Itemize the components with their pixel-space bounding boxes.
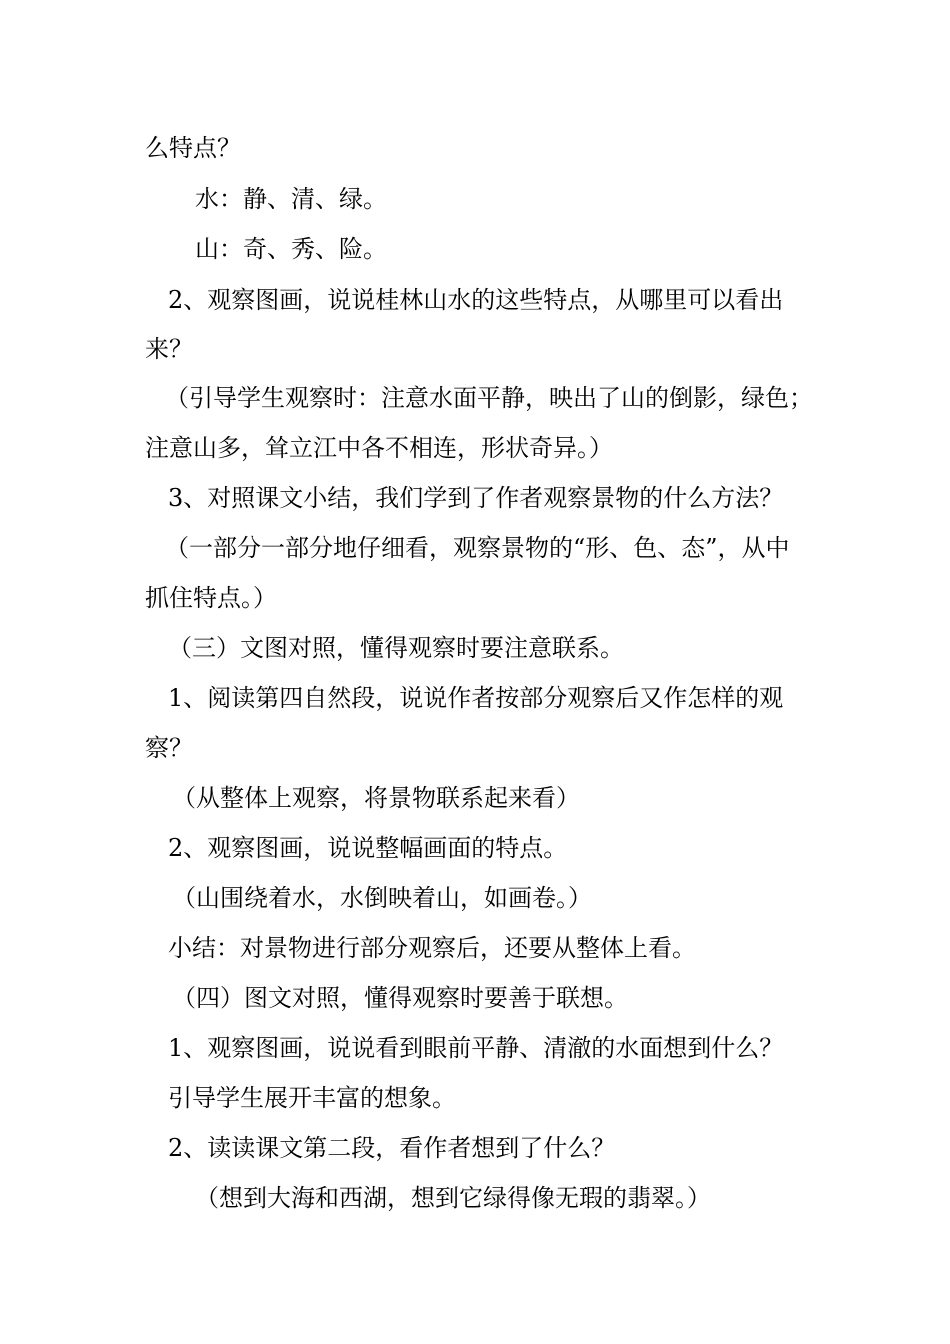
text-line: （一部分一部分地仔细看，观察景物的“形、色、态”，从中 [165, 534, 790, 562]
text-line: 么特点？ [145, 134, 241, 162]
text-line: 来？ [145, 335, 193, 363]
text-line: 1、阅读第四自然段，说说作者按部分观察后又作怎样的观 [168, 684, 784, 712]
text-line: 1、观察图画，说说看到眼前平静、清澈的水面想到什么？ [168, 1034, 784, 1062]
text-line: 水：静、清、绿。 [195, 185, 387, 213]
text-line: 引导学生展开丰富的想象。 [168, 1084, 456, 1112]
text-line: 2、观察图画，说说整幅画面的特点。 [168, 834, 568, 862]
text-line: （从整体上观察，将景物联系起来看） [172, 784, 580, 812]
section-heading: （三）文图对照，懂得观察时要注意联系。 [168, 634, 624, 662]
text-line: 3、对照课文小结，我们学到了作者观察景物的什么方法？ [168, 484, 784, 512]
text-line: （引导学生观察时：注意水面平静，映出了山的倒影，绿色； [165, 384, 813, 412]
text-line: 2、观察图画，说说桂林山水的这些特点，从哪里可以看出 [168, 286, 784, 314]
section-heading: （四）图文对照，懂得观察时要善于联想。 [172, 984, 628, 1012]
text-line: （想到大海和西湖，想到它绿得像无瑕的翡翠。） [195, 1184, 711, 1212]
text-line: （山围绕着水，水倒映着山，如画卷。） [172, 884, 592, 912]
text-line: 山：奇、秀、险。 [195, 235, 387, 263]
summary-line: 小结：对景物进行部分观察后，还要从整体上看。 [168, 934, 696, 962]
text-line: 察？ [145, 734, 193, 762]
text-line: 注意山多，耸立江中各不相连，形状奇异。） [145, 434, 613, 462]
text-line: 2、读读课文第二段，看作者想到了什么？ [168, 1134, 616, 1162]
text-line: 抓住特点。） [145, 584, 277, 612]
